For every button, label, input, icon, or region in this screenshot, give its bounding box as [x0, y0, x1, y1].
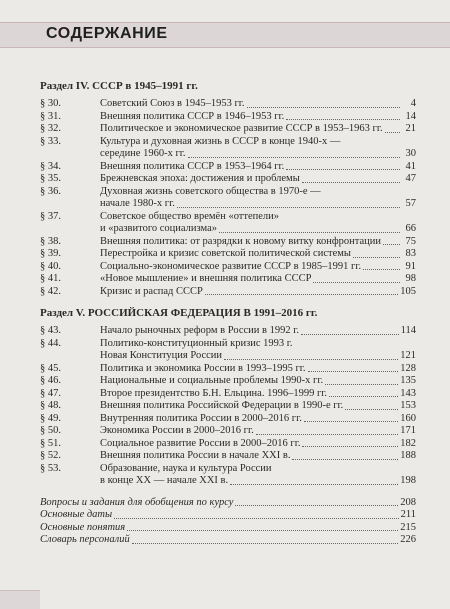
entry-body [100, 463, 416, 488]
entry-last-line [100, 450, 416, 463]
entry-title-line: Духовная жизнь советского общества в 1970-е — [100, 185, 321, 197]
paragraph-number: § 50. [40, 425, 61, 436]
entry-last-line [100, 375, 416, 388]
toc-entry[interactable] [40, 325, 416, 338]
toc-entry[interactable] [40, 173, 416, 186]
page-number: 208 [400, 496, 416, 508]
page-number: 105 [400, 285, 416, 297]
dot-leader [308, 371, 399, 372]
entry-title-line: и «развитого социализма» [100, 223, 217, 234]
page-number: 215 [400, 521, 416, 533]
entry-title-line: Политика и экономика России в 1993–1995 гг. [100, 362, 306, 374]
entry-body [100, 438, 416, 451]
entry-last-line [100, 363, 416, 376]
entry-last-line [100, 425, 416, 438]
entry-title-line: «Новое мышление» и внешняя политика СССР [100, 273, 312, 284]
page-number: 14 [405, 110, 416, 122]
page-number: 198 [400, 475, 416, 486]
entry-title-line: Советский Союз в 1945–1953 гг. [100, 98, 245, 109]
entry-last-line [100, 413, 416, 426]
entry-last-line [100, 173, 416, 186]
entry-title-line: Перестройка и кризис советской политической системы [100, 248, 351, 259]
paragraph-number: § 44. [40, 337, 61, 349]
entry-title-line: Экономика России в 2000–2016 гг. [100, 425, 254, 436]
paragraph-number: § 49. [40, 412, 61, 424]
entry-title-line: Культура и духовная жизнь в СССР в конце 1940-х — [100, 135, 341, 147]
toc-entry[interactable] [40, 186, 416, 211]
page-number: 121 [400, 350, 416, 361]
dot-leader [127, 530, 398, 531]
contents-header-band [0, 22, 450, 48]
paragraph-number: § 48. [40, 400, 61, 411]
toc-entry[interactable] [40, 363, 416, 376]
paragraph-number: § 45. [40, 362, 61, 374]
entry-body [100, 363, 416, 376]
paragraph-number: § 46. [40, 375, 61, 386]
dot-leader [325, 384, 398, 385]
toc-entry[interactable] [40, 413, 416, 426]
entry-last-line [100, 148, 416, 161]
entry-title-line: Национальные и социальные проблемы 1990-х гг. [100, 375, 324, 386]
paragraph-number: § 33. [40, 135, 61, 147]
paragraph-number: § 36. [40, 185, 61, 197]
paragraph-number: § 38. [40, 235, 61, 247]
dot-leader [353, 257, 400, 258]
entry-last-line [100, 325, 416, 338]
paragraph-number: § 51. [40, 437, 61, 449]
page-number: 160 [400, 412, 416, 424]
dot-leader [224, 359, 398, 360]
toc-entry[interactable] [40, 400, 416, 413]
entry-body [100, 338, 416, 363]
toc-entry[interactable] [40, 286, 416, 299]
dot-leader [302, 446, 398, 447]
entry-last-line [100, 400, 416, 413]
page-number: 75 [405, 235, 416, 247]
page-number: 128 [400, 362, 416, 374]
paragraph-number: § 47. [40, 387, 61, 399]
page-number: 135 [400, 375, 416, 386]
toc-entry[interactable] [40, 123, 416, 136]
entry-body [100, 413, 416, 426]
paragraph-number: § 37. [40, 210, 61, 222]
page-number: 91 [405, 260, 416, 272]
page-number: 30 [405, 148, 416, 159]
entry-body [100, 261, 416, 274]
dot-leader [230, 484, 398, 485]
entry-last-line [100, 273, 416, 286]
toc-entry[interactable] [40, 438, 416, 451]
toc-entry[interactable] [40, 136, 416, 161]
paragraph-number: § 34. [40, 160, 61, 172]
appendix-entry[interactable] [40, 497, 416, 510]
dot-leader [132, 543, 399, 544]
entry-title-line: Социальное развитие России в 2000–2016 гг. [100, 437, 301, 449]
page-number: 171 [400, 425, 416, 436]
page-number: 57 [405, 198, 416, 209]
dot-leader [235, 505, 398, 506]
paragraph-number: § 43. [40, 325, 61, 336]
entry-body [100, 211, 416, 236]
dot-leader [256, 434, 399, 435]
section-title: Раздел IV. СССР в 1945–1991 гг. [40, 80, 198, 92]
entry-body [100, 111, 416, 124]
entry-body [100, 425, 416, 438]
entry-title-line: в конце XX — начале XXI в. [100, 475, 229, 486]
toc-entry[interactable] [40, 236, 416, 249]
entry-title-line: Социально-экономическое развитие СССР в 1985–1991 гг. [100, 260, 362, 272]
entry-body [100, 98, 416, 111]
paragraph-number: § 32. [40, 123, 61, 134]
paragraph-number: § 30. [40, 98, 61, 109]
paragraph-number: § 42. [40, 285, 61, 297]
appendix-entry[interactable] [40, 522, 416, 535]
dot-leader [302, 182, 400, 183]
page-number: 114 [400, 325, 416, 336]
entry-last-line [100, 388, 416, 401]
entry-title-line: Новая Конституция России [100, 350, 223, 361]
entry-body [100, 325, 416, 338]
toc-entry[interactable] [40, 248, 416, 261]
page-number: 66 [405, 223, 416, 234]
entry-last-line [100, 286, 416, 299]
entry-last-line [100, 248, 416, 261]
page-number: 153 [400, 400, 416, 411]
entry-title-line: Второе президентство Б.Н. Ельцина. 1996–1999 гг. [100, 387, 328, 399]
dot-leader [363, 269, 400, 270]
toc-entry[interactable] [40, 338, 416, 363]
entry-title-line: Политико-конституционный кризис 1993 г. [100, 337, 293, 349]
paragraph-number: § 41. [40, 273, 61, 284]
page-number: 143 [400, 387, 416, 399]
appendix-title: Основные понятия [40, 521, 126, 533]
page-number: 226 [400, 534, 416, 545]
appendix-list [40, 497, 416, 547]
entry-body [100, 388, 416, 401]
paragraph-number: § 52. [40, 450, 61, 461]
page-title: СОДЕРЖАНИЕ [46, 25, 168, 42]
page-number: 98 [405, 273, 416, 284]
paragraph-number: § 53. [40, 462, 61, 474]
entry-body [100, 273, 416, 286]
entry-body [100, 400, 416, 413]
page-number: 188 [400, 450, 416, 461]
page-number: 41 [405, 160, 416, 172]
toc-entry[interactable] [40, 211, 416, 236]
entry-last-line [100, 98, 416, 111]
paragraph-number: § 40. [40, 260, 61, 272]
entry-title-line: Внешняя политика России в начале XXI в. [100, 450, 291, 461]
toc-entry[interactable] [40, 273, 416, 286]
entry-title-line: Политическое и экономическое развитие СССР в 1953–1963 гг. [100, 123, 383, 134]
entry-body [100, 236, 416, 249]
dot-leader [286, 119, 400, 120]
page-number: 21 [405, 123, 416, 134]
page-number: 4 [410, 98, 416, 109]
appendix-entry[interactable] [40, 534, 416, 547]
toc-entry[interactable] [40, 450, 416, 463]
toc-entry[interactable] [40, 161, 416, 174]
entry-title-line: Внешняя политика: от разрядки к новому витку конфронтации [100, 235, 382, 247]
page-number: 47 [405, 173, 416, 184]
paragraph-number: § 31. [40, 110, 61, 122]
page-corner-tab [0, 590, 40, 609]
table-of-contents [40, 80, 416, 547]
dot-leader [286, 169, 400, 170]
entry-body [100, 286, 416, 299]
entry-last-line [100, 123, 416, 136]
section-spacer [40, 298, 416, 307]
appendix-title: Словарь персоналий [40, 534, 130, 545]
toc-entry[interactable] [40, 463, 416, 488]
entry-title-line: Кризис и распад СССР [100, 285, 203, 297]
entry-body [100, 136, 416, 161]
entry-body [100, 123, 416, 136]
entry-last-line [100, 350, 416, 363]
page-number: 182 [400, 437, 416, 449]
paragraph-number: § 35. [40, 173, 61, 184]
entry-title-line: середине 1960-х гг. [100, 148, 186, 159]
entry-body [100, 248, 416, 261]
entry-title-line: начале 1980-х гг. [100, 198, 175, 209]
dot-leader [385, 132, 400, 133]
entry-body [100, 161, 416, 174]
dot-leader [292, 459, 398, 460]
entry-last-line [100, 161, 416, 174]
entry-title-line: Начало рыночных реформ в России в 1992 г. [100, 325, 299, 336]
entry-title-line: Образование, наука и культура России [100, 462, 272, 474]
appendix-title: Вопросы и задания для обобщения по курсу [40, 496, 234, 508]
entry-title-line: Советское общество времён «оттепели» [100, 210, 280, 222]
entry-last-line [100, 223, 416, 236]
toc-entry[interactable] [40, 425, 416, 438]
dot-leader [177, 207, 400, 208]
toc-entry[interactable] [40, 388, 416, 401]
dot-leader [219, 232, 400, 233]
entry-title-line: Брежневская эпоха: достижения и проблемы [100, 173, 300, 184]
dot-leader [205, 294, 398, 295]
dot-leader [188, 157, 400, 158]
appendix-entry[interactable] [40, 509, 416, 522]
entry-last-line [100, 475, 416, 488]
entry-body [100, 375, 416, 388]
entry-body [100, 450, 416, 463]
entry-title-line: Внешняя политика СССР в 1953–1964 гг. [100, 160, 285, 172]
entry-body [100, 173, 416, 186]
section-spacer [40, 488, 416, 497]
page-number: 211 [400, 509, 416, 520]
entry-last-line [100, 198, 416, 211]
entry-title-line: Внешняя политика Российской Федерации в 1990-е гг. [100, 400, 344, 411]
dot-leader [329, 396, 398, 397]
dot-leader [313, 282, 400, 283]
toc-entry[interactable] [40, 98, 416, 111]
entry-last-line [100, 438, 416, 451]
dot-leader [114, 518, 399, 519]
section-title: Раздел V. РОССИЙСКАЯ ФЕДЕРАЦИЯ В 1991–2016 гг. [40, 307, 318, 319]
entry-last-line [100, 111, 416, 124]
dot-leader [383, 244, 400, 245]
toc-entry[interactable] [40, 375, 416, 388]
dot-leader [304, 421, 398, 422]
dot-leader [345, 409, 398, 410]
appendix-title: Основные даты [40, 509, 113, 520]
toc-entry[interactable] [40, 111, 416, 124]
entry-last-line [100, 236, 416, 249]
dot-leader [301, 334, 399, 335]
entry-last-line [100, 261, 416, 274]
paragraph-number: § 39. [40, 248, 61, 259]
toc-entry[interactable] [40, 261, 416, 274]
entry-body [100, 186, 416, 211]
entry-title-line: Внутренняя политика России в 2000–2016 гг. [100, 412, 302, 424]
page-number: 83 [405, 248, 416, 259]
dot-leader [247, 107, 400, 108]
entry-title-line: Внешняя политика СССР в 1946–1953 гг. [100, 110, 285, 122]
